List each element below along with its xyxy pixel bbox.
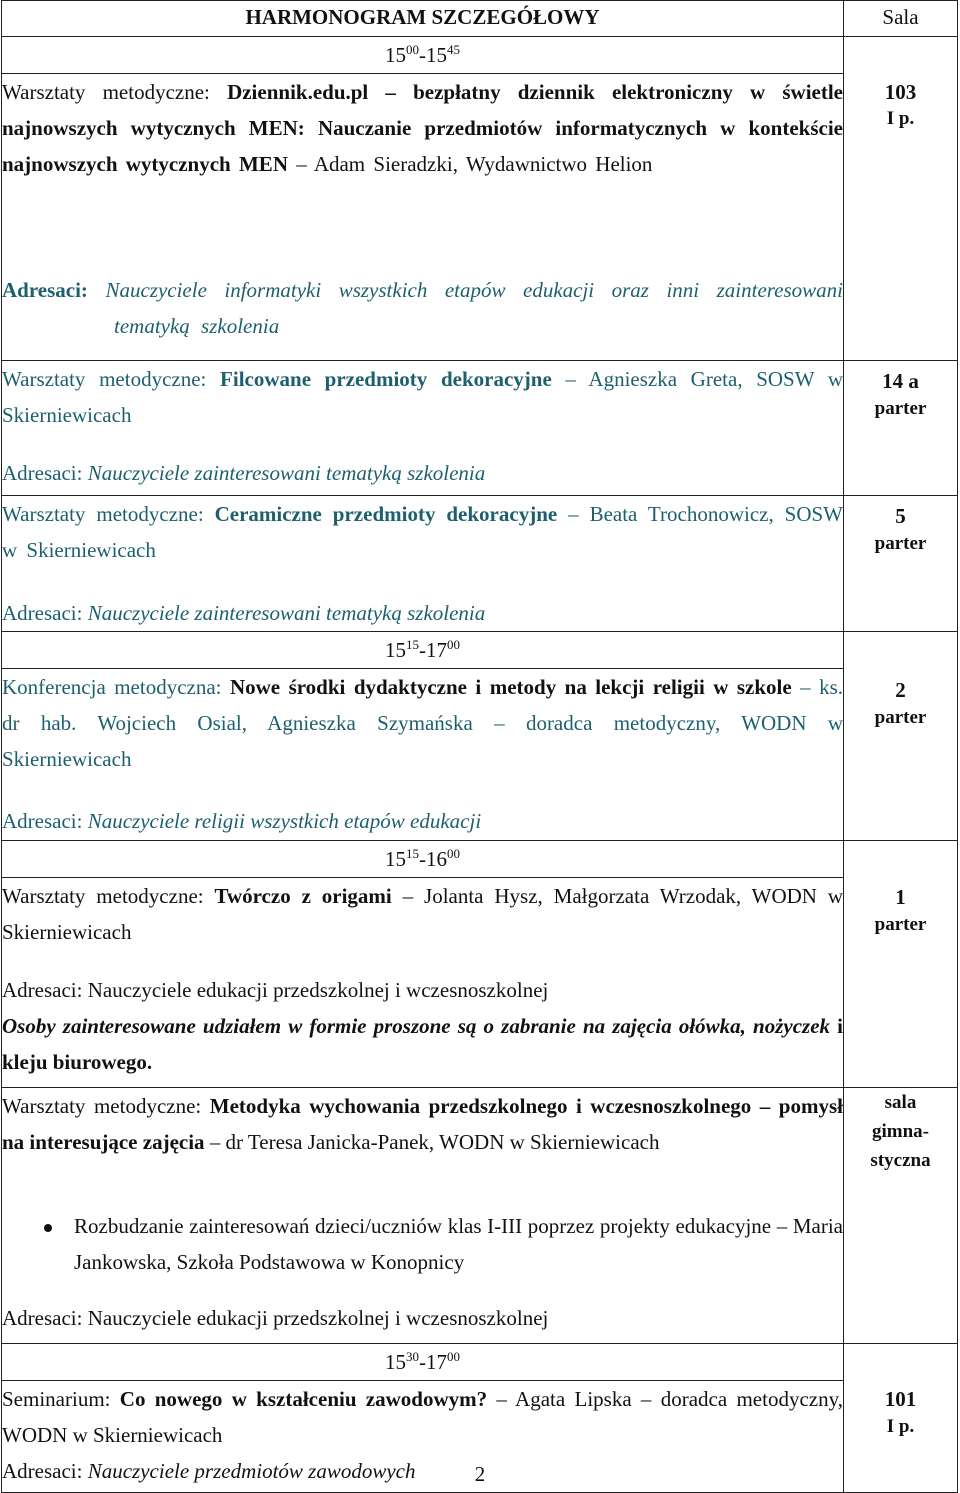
session-cell [2, 361, 844, 496]
session-author: – Adam Sieradzki, Wydawnictwo Helion [287, 152, 653, 176]
time-slot: $15^{15}-17^{00}$ [2, 632, 844, 669]
session-description [2, 1088, 843, 1196]
session-cell [2, 878, 844, 1088]
room-floor: parter [874, 914, 927, 935]
session-row [2, 878, 958, 1088]
session-note [2, 1008, 843, 1080]
room-number: 14 a [882, 369, 919, 393]
session-title: Twórczo z origami [214, 884, 392, 908]
session-type: Warsztaty metodyczne: [2, 1094, 202, 1118]
room-column-header: Sala [844, 1, 958, 37]
room-line: styczna [870, 1150, 931, 1171]
session-row [2, 496, 958, 632]
audience-text: Nauczyciele informatyki wszystkich etapów edukacji oraz inni zainteresowani tematyką szkolenia [105, 278, 844, 338]
time-slot-row [2, 37, 958, 74]
session-audience [2, 595, 843, 631]
session-cell [2, 669, 844, 841]
audience-label: Adresaci: [2, 809, 83, 833]
time-slot: $15^{00}-15^{45}$ [2, 37, 844, 74]
session-description [2, 361, 843, 455]
bullet-text: Rozbudzanie zainteresowań dzieci/uczniów klas I-III poprzez projekty edukacyjne – Maria Jankowska, Szkoła Podstawowa w Konopnicy [74, 1214, 843, 1274]
session-row [2, 1088, 958, 1344]
session-title: Co nowego w kształceniu zawodowym? [119, 1387, 488, 1411]
room-cell [844, 496, 958, 632]
session-cell [2, 496, 844, 632]
audience-label: Adresaci: [2, 978, 83, 1002]
session-description [2, 669, 843, 803]
session-audience [2, 803, 843, 839]
session-row [2, 669, 958, 841]
room-floor: parter [874, 707, 927, 728]
schedule-title: HARMONOGRAM SZCZEGÓŁOWY [2, 1, 844, 37]
room-line: gimna- [872, 1121, 929, 1142]
session-title: Ceramiczne przedmioty dekoracyjne [214, 502, 558, 526]
session-description [2, 496, 843, 595]
room-cell [844, 1088, 958, 1344]
page-number: 2 [474, 1462, 486, 1486]
session-cell [2, 74, 844, 361]
session-author: – Jolanta Hysz, Małgorzata Wrzodak, WODN w Skierniewicach [2, 884, 843, 944]
session-cell [2, 1088, 844, 1344]
session-audience [2, 972, 843, 1008]
audience-label: Adresaci: [2, 461, 83, 485]
session-type: Warsztaty metodyczne: [2, 884, 204, 908]
session-description [2, 1381, 843, 1453]
audience-text: Nauczyciele przedmiotów zawodowych [87, 1459, 416, 1483]
session-audience [2, 1300, 843, 1336]
audience-label: Adresaci: [2, 601, 83, 625]
table-header-row [2, 1, 958, 37]
session-row [2, 74, 958, 361]
session-title: Metodyka wychowania przedszkolnego i wczesnoszkolnego – pomysł na interesujące zajęcia [2, 1094, 843, 1154]
session-author: – dr Teresa Janicka-Panek, WODN w Skierniewicach [204, 1130, 660, 1154]
time-slot: $15^{30}-17^{00}$ [2, 1344, 844, 1381]
room-cell [844, 632, 958, 841]
session-author: – Agnieszka Greta, SOSW w Skierniewicach [2, 367, 843, 427]
session-type: Konferencja metodyczna: [2, 675, 222, 699]
room-number: 103 [884, 80, 917, 104]
session-title: Filcowane przedmioty dekoracyjne [220, 367, 552, 391]
room-number: 2 [895, 678, 906, 702]
audience-label: Adresaci: [2, 1306, 83, 1330]
session-author: – Agata Lipska – doradca metodyczny, WODN w Skierniewicach [2, 1387, 843, 1447]
session-type: Seminarium: [2, 1387, 111, 1411]
bullet-dot-icon [44, 1224, 52, 1232]
room-cell [844, 841, 958, 1088]
room-cell [844, 361, 958, 496]
session-description [2, 74, 843, 266]
time-slot-row [2, 841, 958, 878]
room-floor: I p. [886, 108, 915, 129]
room-number: 5 [895, 504, 906, 528]
room-line: sala [884, 1092, 917, 1113]
room-number: 1 [895, 885, 906, 909]
session-type: Warsztaty metodyczne: [2, 80, 210, 104]
audience-label: Adresaci: [2, 1459, 83, 1483]
session-author: – Beata Trochonowicz, SOSW w Skierniewicach [2, 502, 843, 562]
session-description [2, 878, 843, 972]
room-floor: I p. [886, 1416, 915, 1437]
room-floor: parter [874, 533, 927, 554]
schedule-table [1, 0, 958, 1493]
audience-text: Nauczyciele religii wszystkich etapów edukacji [87, 809, 482, 833]
audience-text: Nauczyciele zainteresowani tematyką szkolenia [87, 461, 486, 485]
audience-text: Nauczyciele edukacji przedszkolnej i wczesnoszkolnej [87, 978, 549, 1002]
time-slot: $15^{15}-16^{00}$ [2, 841, 844, 878]
session-type: Warsztaty metodyczne: [2, 367, 207, 391]
session-row [2, 361, 958, 496]
session-type: Warsztaty metodyczne: [2, 502, 204, 526]
audience-label: Adresaci: [2, 278, 88, 302]
time-slot-row [2, 1344, 958, 1381]
audience-text: Nauczyciele edukacji przedszkolnej i wczesnoszkolnej [87, 1306, 549, 1330]
session-audience [2, 455, 843, 491]
note-bold: i kleju biurowego. [2, 1014, 843, 1074]
room-cell [844, 37, 958, 361]
session-audience [2, 272, 843, 344]
room-floor: parter [874, 398, 927, 419]
note-italic: Osoby zainteresowane udziałem w formie proszone są o zabranie na zajęcia ołówka, nożyczek [2, 1014, 831, 1038]
session-title: Nowe środki dydaktyczne i metody na lekcji religii w szkole [229, 675, 792, 699]
room-number: 101 [884, 1387, 917, 1411]
bullet-item [2, 1208, 843, 1300]
time-slot-row [2, 632, 958, 669]
session-title: Dziennik.edu.pl – bezpłatny dziennik elektroniczny w świetle najnowszych wytycznych MEN: Nauczanie przedmiotów informatycznych w kontekście najnowszych wytycznych MEN [2, 80, 843, 176]
audience-text: Nauczyciele zainteresowani tematyką szkolenia [87, 601, 486, 625]
session-author: – ks. dr hab. Wojciech Osial, Agnieszka Szymańska – doradca metodyczny, WODN w Skierniewicach [2, 675, 843, 771]
